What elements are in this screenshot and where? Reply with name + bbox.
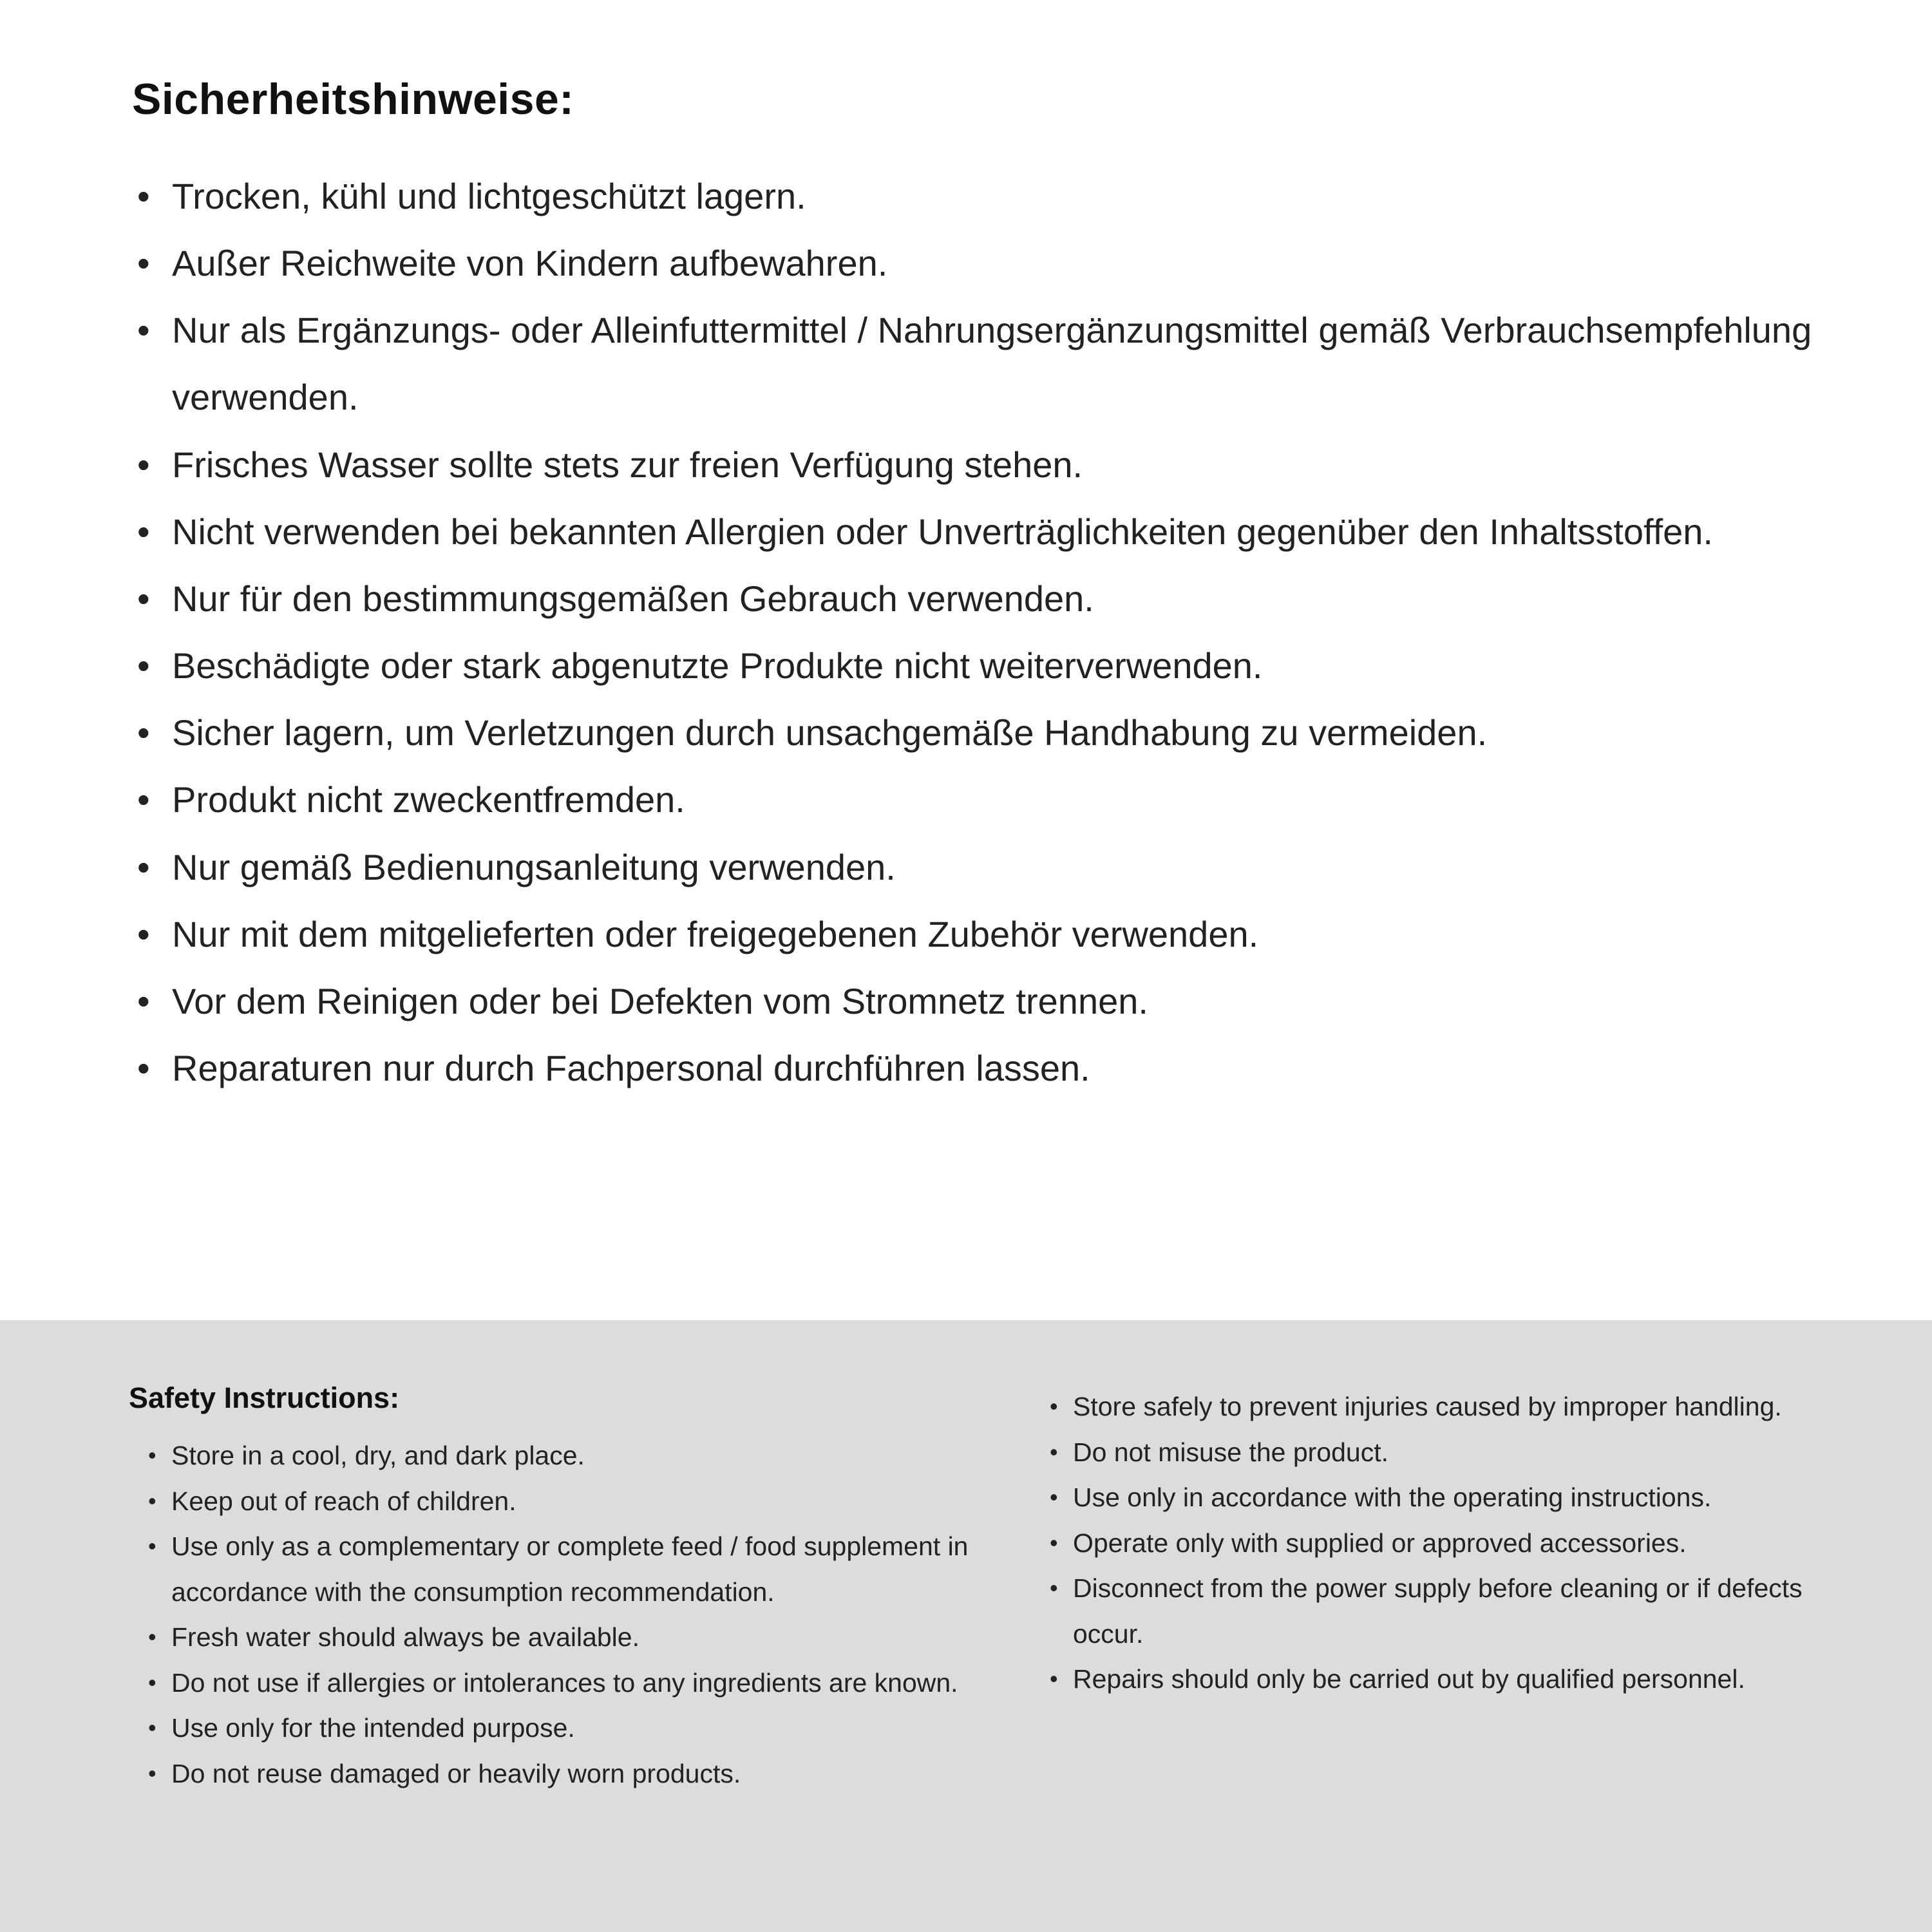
list-item: • Außer Reichweite von Kindern aufbewahren. [132,230,1835,297]
list-item: • Nur gemäß Bedienungsanleitung verwenden. [132,834,1835,901]
list-item: • Use only as a complementary or complete feed / food supplement in accordance with the consumption recommendation. [142,1524,1005,1615]
list-item: • Disconnect from the power supply before cleaning or if defects occur. [1043,1566,1829,1656]
list-item: • Do not use if allergies or intolerances to any ingredients are known. [142,1660,1005,1706]
list-item: • Nicht verwenden bei bekannten Allergien oder Unverträglichkeiten gegenüber den Inhaltsstoffen. [132,498,1835,565]
list-item: • Repairs should only be carried out by qualified personnel. [1043,1656,1829,1702]
list-item: • Operate only with supplied or approved accessories. [1043,1520,1829,1566]
german-safety-list [132,163,1835,1102]
list-item: • Do not reuse damaged or heavily worn products. [142,1751,1005,1797]
list-item: • Reparaturen nur durch Fachpersonal durchführen lassen. [132,1035,1835,1102]
list-item: • Vor dem Reinigen oder bei Defekten vom Stromnetz trennen. [132,968,1835,1035]
list-item: • Nur als Ergänzungs- oder Alleinfuttermittel / Nahrungsergänzungsmittel gemäß Verbrauchsempfehlung verwenden. [132,297,1835,431]
list-item: • Frisches Wasser sollte stets zur freien Verfügung stehen. [132,431,1835,498]
list-item: • Use only in accordance with the operating instructions. [1043,1475,1829,1520]
list-item: • Store safely to prevent injuries caused by improper handling. [1043,1384,1829,1430]
list-item: • Do not misuse the product. [1043,1430,1829,1475]
list-item: • Beschädigte oder stark abgenutzte Produkte nicht weiterverwenden. [132,632,1835,699]
english-safety-section [0,1320,1932,1932]
list-item: • Use only for the intended purpose. [142,1705,1005,1751]
english-right-column [1043,1381,1829,1702]
english-safety-list-left [129,1433,1005,1796]
list-item: • Fresh water should always be available. [142,1615,1005,1660]
list-item: • Nur mit dem mitgelieferten oder freigegebenen Zubehör verwenden. [132,901,1835,968]
list-item: • Store in a cool, dry, and dark place. [142,1433,1005,1479]
list-item: • Produkt nicht zweckentfremden. [132,766,1835,833]
list-item: • Sicher lagern, um Verletzungen durch unsachgemäße Handhabung zu vermeiden. [132,699,1835,766]
list-item: • Keep out of reach of children. [142,1479,1005,1524]
english-left-column [129,1381,1005,1796]
list-item: • Trocken, kühl und lichtgeschützt lagern. [132,163,1835,230]
list-item: • Nur für den bestimmungsgemäßen Gebrauch verwenden. [132,565,1835,632]
german-section-title: Sicherheitshinweise: [132,75,574,124]
english-section-title: Safety Instructions: [129,1381,400,1414]
english-safety-list-right [1043,1384,1829,1702]
